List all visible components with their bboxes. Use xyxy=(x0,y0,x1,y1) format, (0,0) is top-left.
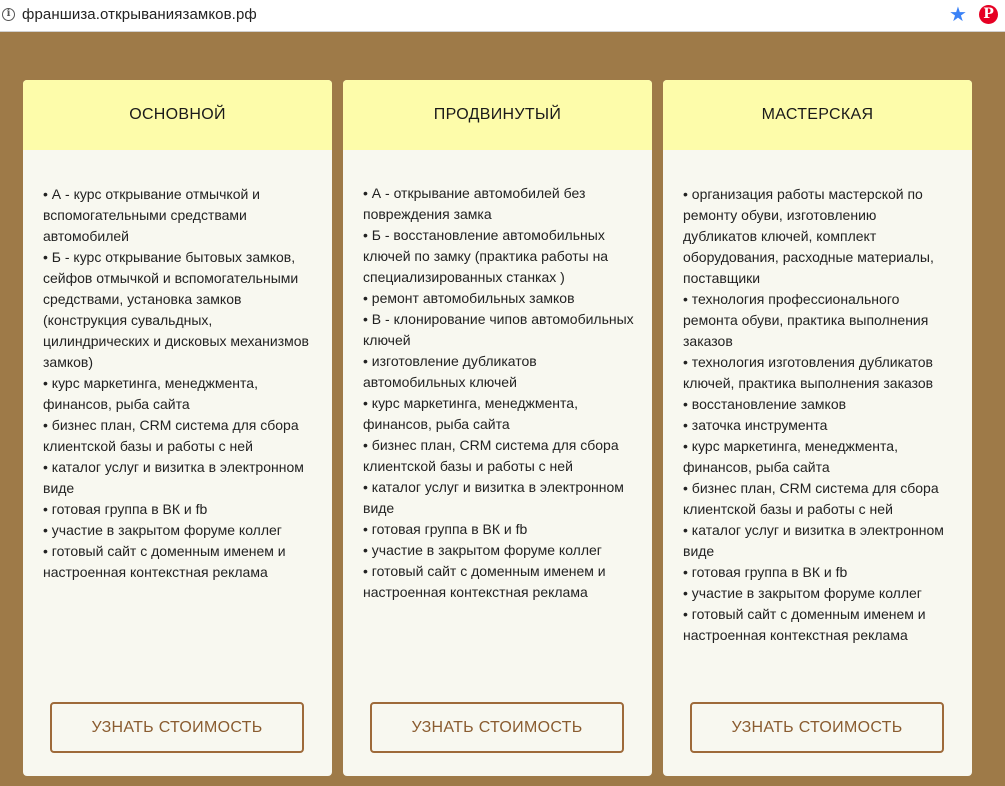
get-price-button[interactable]: УЗНАТЬ СТОИМОСТЬ xyxy=(370,702,624,753)
list-item: • А - открывание автомобилей без повреждения замка xyxy=(363,183,634,225)
list-item: • готовый сайт с доменным именем и настроенная контекстная реклама xyxy=(683,604,954,646)
list-item: • готовая группа в ВК и fb xyxy=(363,519,634,540)
list-item: • участие в закрытом форуме коллег xyxy=(43,520,314,541)
list-item: • готовая группа в ВК и fb xyxy=(43,499,314,520)
list-item: • участие в закрытом форуме коллег xyxy=(683,583,954,604)
plan-card-advanced xyxy=(343,80,652,776)
list-item: • бизнес план, CRM система для сбора клиентской базы и работы с ней xyxy=(363,435,634,477)
list-item: • бизнес план, CRM система для сбора клиентской базы и работы с ней xyxy=(43,415,314,457)
list-item: • курс маркетинга, менеджмента, финансов, рыба сайта xyxy=(363,393,634,435)
list-item: • технология профессионального ремонта обуви, практика выполнения заказов xyxy=(683,289,954,352)
list-item: • Б - курс открывание бытовых замков, сейфов отмычкой и вспомогательными средствами, установка замков (конструкция сувальдных, цилиндрических и дисковых механизмов замков) xyxy=(43,247,314,373)
list-item: • организация работы мастерской по ремонту обуви, изготовлению дубликатов ключей, комплект оборудования, расходные материалы, поставщики xyxy=(683,184,954,289)
list-item: • бизнес план, CRM система для сбора клиентской базы и работы с ней xyxy=(683,478,954,520)
bookmark-star-icon[interactable]: ★ xyxy=(949,4,967,26)
list-item: • технология изготовления дубликатов ключей, практика выполнения заказов xyxy=(683,352,954,394)
list-item: • участие в закрытом форуме коллег xyxy=(363,540,634,561)
list-item: • изготовление дубликатов автомобильных ключей xyxy=(363,351,634,393)
plan-card-workshop xyxy=(663,80,972,776)
list-item: • готовый сайт с доменным именем и настроенная контекстная реклама xyxy=(363,561,634,603)
list-item: • готовая группа в ВК и fb xyxy=(683,562,954,583)
pinterest-icon[interactable]: P xyxy=(979,5,998,24)
get-price-button[interactable]: УЗНАТЬ СТОИМОСТЬ xyxy=(690,702,944,753)
list-item: • готовый сайт с доменным именем и настроенная контекстная реклама xyxy=(43,541,314,583)
list-item: • курс маркетинга, менеджмента, финансов, рыба сайта xyxy=(43,373,314,415)
plan-title: ПРОДВИНУТЫЙ xyxy=(343,80,652,150)
address-bar[interactable] xyxy=(0,0,1005,32)
plan-title: МАСТЕРСКАЯ xyxy=(663,80,972,150)
get-price-button[interactable]: УЗНАТЬ СТОИМОСТЬ xyxy=(50,702,304,753)
list-item: • А - курс открывание отмычкой и вспомогательными средствами автомобилей xyxy=(43,184,314,247)
list-item: • каталог услуг и визитка в электронном виде xyxy=(43,457,314,499)
url-text[interactable]: франшиза.открываниязамков.рф xyxy=(22,6,257,23)
plan-feature-list xyxy=(343,150,652,603)
list-item: • заточка инструмента xyxy=(683,415,954,436)
list-item: • курс маркетинга, менеджмента, финансов, рыба сайта xyxy=(683,436,954,478)
list-item: • В - клонирование чипов автомобильных ключей xyxy=(363,309,634,351)
list-item: • восстановление замков xyxy=(683,394,954,415)
list-item: • Б - восстановление автомобильных ключей по замку (практика работы на специализированных станках ) xyxy=(363,225,634,288)
plan-feature-list xyxy=(23,150,332,583)
plan-feature-list xyxy=(663,150,972,646)
plan-title: ОСНОВНОЙ xyxy=(23,80,332,150)
list-item: • каталог услуг и визитка в электронном виде xyxy=(683,520,954,562)
info-icon[interactable]: i xyxy=(2,8,15,21)
list-item: • каталог услуг и визитка в электронном виде xyxy=(363,477,634,519)
plan-card-basic xyxy=(23,80,332,776)
list-item: • ремонт автомобильных замков xyxy=(363,288,634,309)
